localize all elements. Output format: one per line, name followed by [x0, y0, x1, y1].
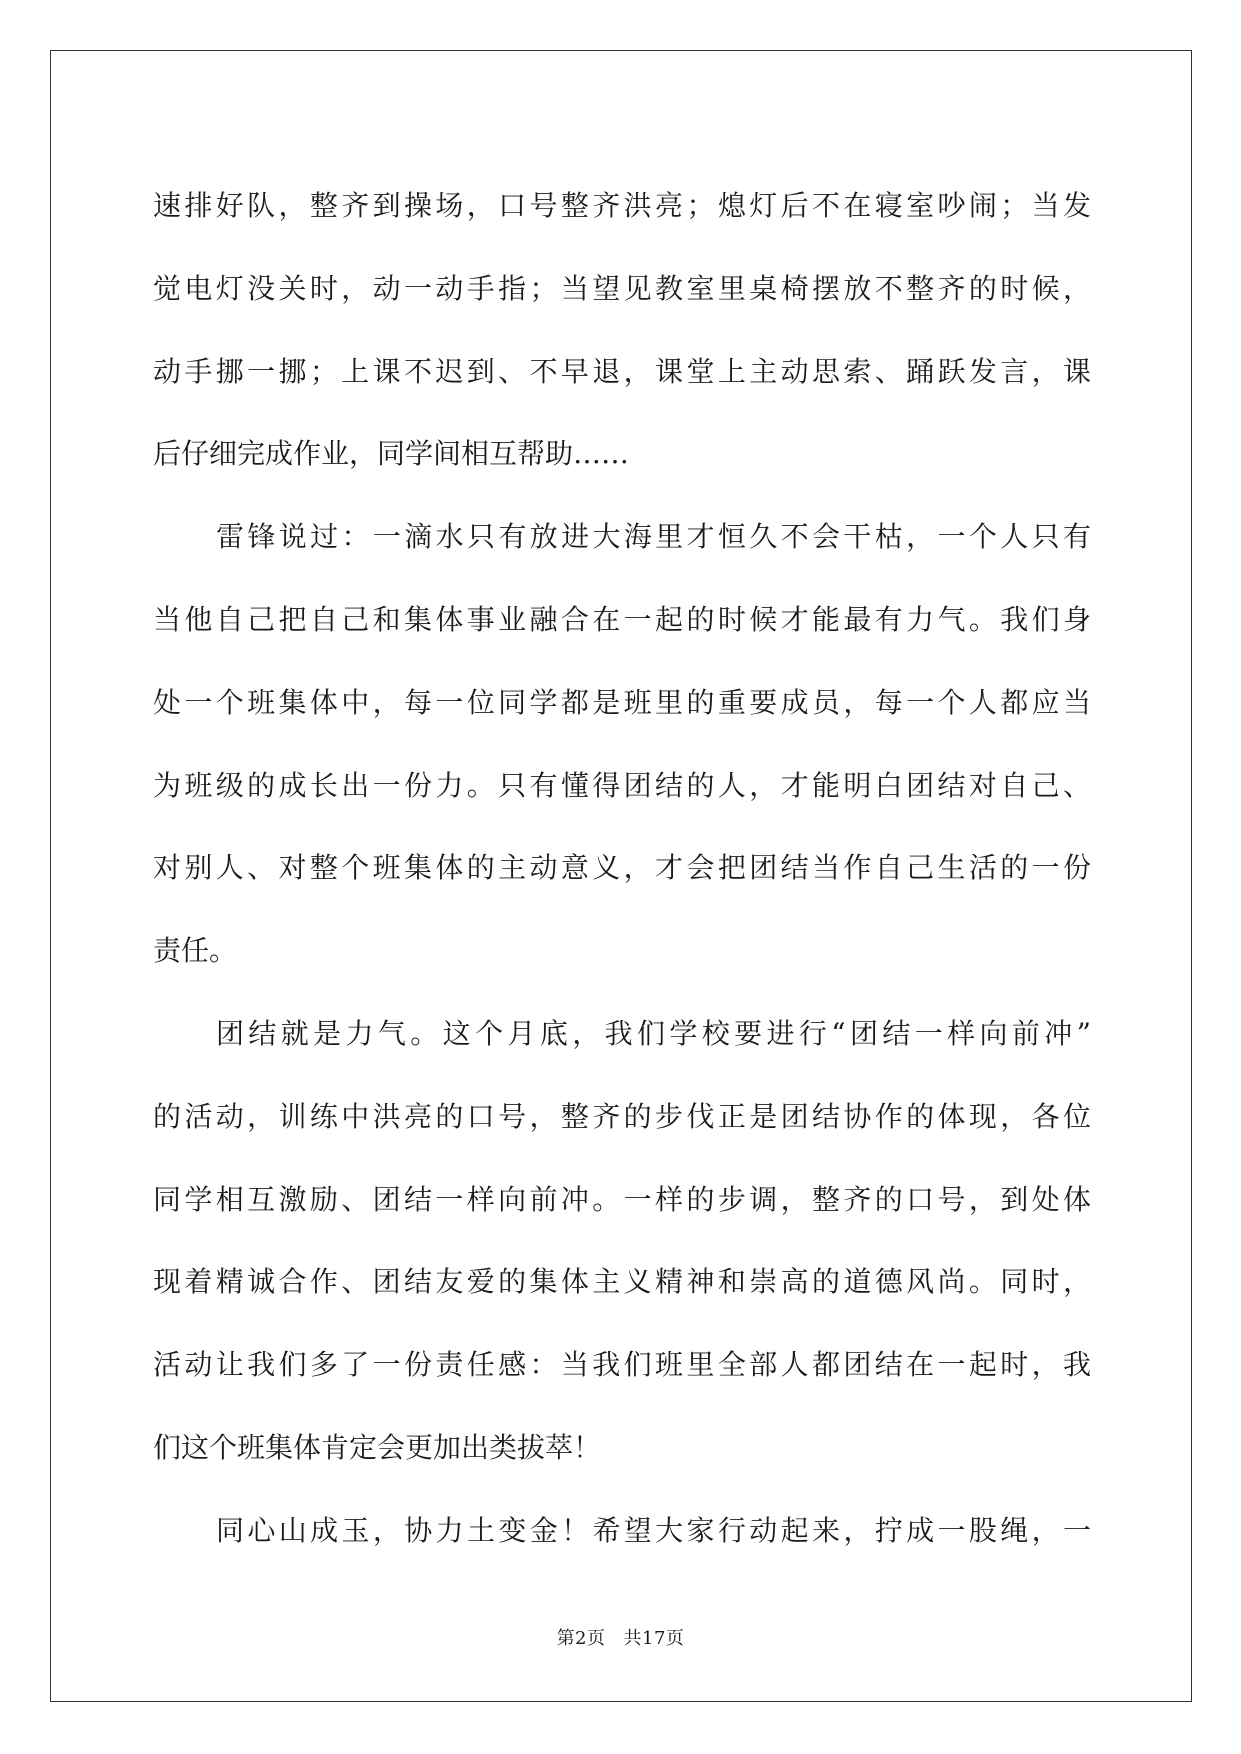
text-line: 觉电灯没关时，动一动手指；当望见教室里桌椅摆放不整齐的时候，: [153, 271, 1091, 305]
text-line: 后仔细完成作业，同学间相互帮助……: [153, 437, 630, 471]
text-line: 动手挪一挪；上课不迟到、不早退，课堂上主动思索、踊跃发言，课: [153, 354, 1091, 388]
paragraph: [153, 165, 1091, 496]
text-line: 们这个班集体肯定会更加出类拔萃！: [153, 1430, 602, 1464]
page-number: 第2页: [556, 1628, 606, 1649]
text-line: 为班级的成长出一份力。只有懂得团结的人，才能明白团结对自己、: [153, 768, 1091, 802]
text-line: 的活动，训练中洪亮的口号，整齐的步伐正是团结协作的体现，各位: [153, 1099, 1091, 1133]
text-line: 责任。: [153, 934, 238, 968]
paragraph: [153, 1490, 1091, 1573]
text-line: 同心山成玉，协力土变金！希望大家行动起来，拧成一股绳，一: [216, 1513, 1091, 1547]
text-line: 同学相互激励、团结一样向前冲。一样的步调，整齐的口号，到处体: [153, 1182, 1091, 1216]
text-line: 处一个班集体中，每一位同学都是班里的重要成员，每一个人都应当: [153, 685, 1091, 719]
text-line: 雷锋说过：一滴水只有放进大海里才恒久不会干枯，一个人只有: [216, 520, 1091, 554]
page-total: 共17页: [623, 1628, 685, 1649]
text-line: 当他自己把自己和集体事业融合在一起的时候才能最有力气。我们身: [153, 602, 1091, 636]
text-line: 对别人、对整个班集体的主动意义，才会把团结当作自己生活的一份: [153, 851, 1091, 885]
page-footer: [0, 1624, 1241, 1650]
text-line: 现着精诚合作、团结友爱的集体主义精神和崇高的道德风尚。同时，: [153, 1265, 1091, 1299]
paragraph: [153, 496, 1091, 993]
document-body: [153, 165, 1091, 1573]
paragraph: [153, 993, 1091, 1490]
text-line: 团结就是力气。这个月底，我们学校要进行“团结一样向前冲”: [216, 1016, 1091, 1050]
text-line: 速排好队，整齐到操场，口号整齐洪亮；熄灯后不在寝室吵闹；当发: [153, 189, 1091, 222]
text-line: 活动让我们多了一份责任感：当我们班里全部人都团结在一起时，我: [153, 1348, 1091, 1382]
